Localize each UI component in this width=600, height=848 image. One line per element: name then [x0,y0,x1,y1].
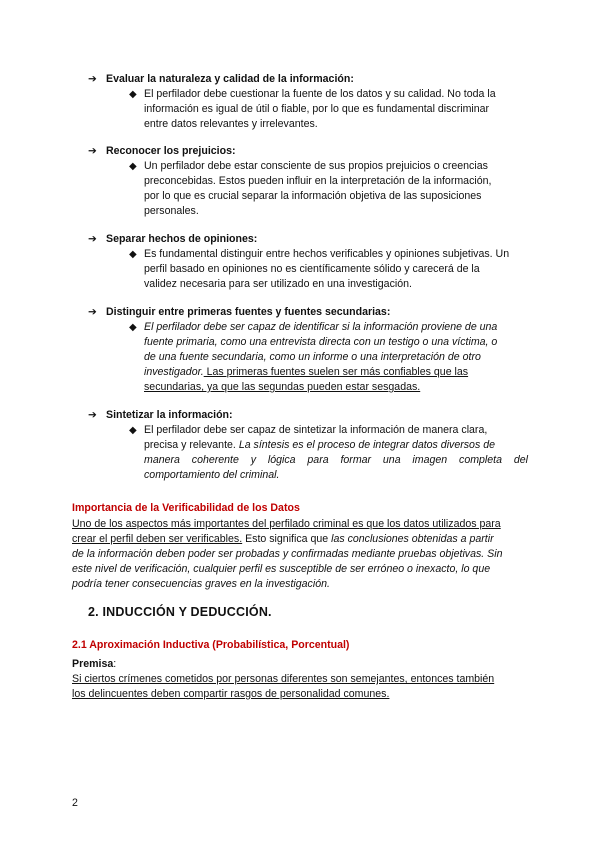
bullet-paragraph: ◆ El perfilador debe ser capaz de sintetizar la información de manera clara, precisa y relevante. La síntesis es el proceso de integrar datos diversos de manera coherente y lógica para formar una imagen completa del comportamiento del criminal. [129,424,528,481]
arrow-icon: ➔ [88,409,97,421]
list-section-fuentes [88,305,528,395]
premise-label: Premisa [72,658,114,670]
bullet-paragraph: ◆ Es fundamental distinguir entre hechos verificables y opiniones subjetivas. Un perfil basado en opiniones no es científicamente sólido y carecerá de la validez necesaria para ser utilizado en una investigación. [129,248,510,290]
section2-subheading: 2.1 Aproximación Inductiva (Probabilística, Porcentual) [72,639,350,651]
section2-heading: 2. INDUCCIÓN Y DEDUCCIÓN. [88,605,272,619]
list-section-sintetizar [88,408,528,483]
page-number: 2 [72,797,78,809]
bullet-paragraph: ◆ Un perfilador debe estar consciente de sus propios prejuicios o creencias preconcebidas. Estos pueden influir en la interpretación de la información, por lo que es crucial separar la información objetiva de las suposiciones personales. [129,160,492,217]
diamond-bullet-icon: ◆ [129,161,137,172]
section-title: ➔ Reconocer los prejuicios: [88,145,236,157]
diamond-bullet-icon: ◆ [129,322,137,333]
diamond-bullet-icon: ◆ [129,249,137,260]
premise-block: Premisa: Si ciertos crímenes cometidos por personas diferentes son semejantes, entonces también los delincuentes deben compartir rasgos de personalidad comunes. [72,658,495,700]
diamond-bullet-icon: ◆ [129,425,137,436]
section-title: ➔ Evaluar la naturaleza y calidad de la información: [88,73,354,85]
list-section-evaluar [88,72,528,132]
verificability-heading: Importancia de la Verificabilidad de los Datos [72,502,300,514]
bullet-paragraph: ◆ El perfilador debe ser capaz de identificar si la información proviene de una fuente primaria, como una entrevista directa con un testigo o una víctima, o de una fuente secundaria, como un informe o una interpretación de otro investigador. Las primeras fuentes suelen ser más confiables que las secundarias, ya que las segundas pueden estar sesgadas. [129,321,498,393]
section-title: ➔ Distinguir entre primeras fuentes y fuentes secundarias: [88,306,391,318]
arrow-icon: ➔ [88,73,97,85]
diamond-bullet-icon: ◆ [129,89,137,100]
arrow-icon: ➔ [88,145,97,157]
section-title: ➔ Separar hechos de opiniones: [88,233,258,245]
arrow-icon: ➔ [88,306,97,318]
section-title: ➔ Sintetizar la información: [88,409,233,421]
arrow-icon: ➔ [88,233,97,245]
verificability-paragraph: Uno de los aspectos más importantes del perfilado criminal es que los datos utilizados para crear el perfil deben ser verificables. Esto significa que las conclusiones obtenidas a partir de la información deben poder ser probadas y confirmadas mediante pruebas objetivas. Sin este nivel de verificación, cualquier perfil es susceptible de ser erróneo o inexacto, lo que podría tener consecuencias graves en la investigación. [72,518,503,590]
list-section-hechos [88,232,528,292]
bullet-paragraph: ◆ El perfilador debe cuestionar la fuente de los datos y su calidad. No toda la información es igual de útil o fiable, por lo que es fundamental discriminar entre datos relevantes y irrelevantes. [129,88,496,130]
list-section-prejuicios [88,144,528,219]
